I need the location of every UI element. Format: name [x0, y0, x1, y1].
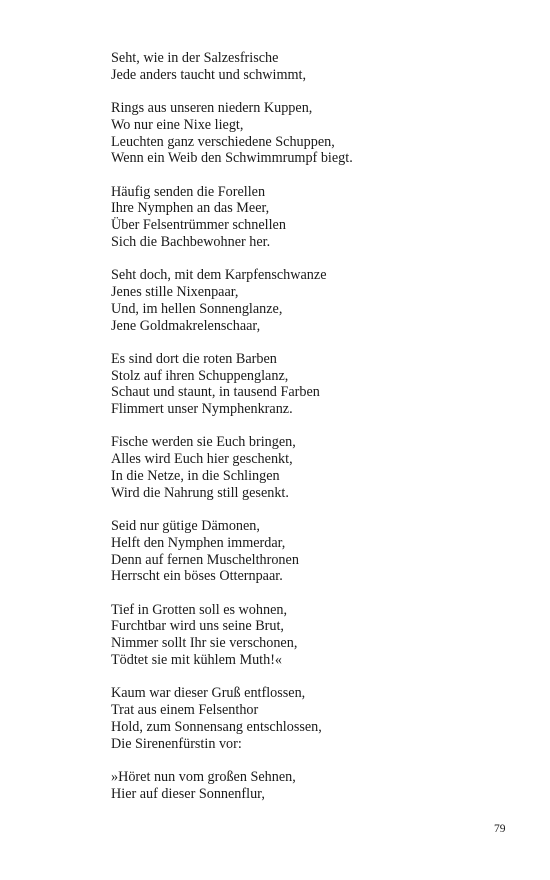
stanza-10	[111, 769, 531, 803]
verse-line: Ihre Nymphen an das Meer,	[111, 200, 270, 217]
page-number: 79	[494, 823, 506, 835]
verse-line: In die Netze, in die Schlingen	[111, 467, 280, 484]
verse-line: Furchtbar wird uns seine Brut,	[111, 618, 284, 635]
verse-line: Denn auf fernen Muschelthronen	[111, 551, 299, 568]
verse-line: Jene Goldmakrelenschaar,	[111, 317, 261, 334]
verse-line: Wird die Nahrung still gesenkt.	[111, 484, 289, 501]
stanza-1	[111, 50, 531, 84]
verse-line: Nimmer sollt Ihr sie verschonen,	[111, 635, 298, 652]
verse-line: Die Sirenenfürstin vor:	[111, 735, 242, 752]
verse-line: Jede anders taucht und schwimmt,	[111, 66, 307, 83]
verse-line: Herrscht ein böses Otternpaar.	[111, 568, 283, 585]
verse-line: Helft den Nymphen immerdar,	[111, 534, 286, 551]
verse-line: Wenn ein Weib den Schwimmrumpf biegt.	[111, 150, 353, 167]
verse-line: Rings aus unseren niedern Kuppen,	[111, 100, 313, 117]
verse-line: Jenes stille Nixenpaar,	[111, 284, 239, 301]
stanza-5	[111, 351, 531, 418]
verse-line: »Höret nun vom großen Sehnen,	[111, 768, 296, 785]
verse-line: Alles wird Euch hier geschenkt,	[111, 451, 293, 468]
verse-line: Stolz auf ihren Schuppenglanz,	[111, 367, 289, 384]
stanza-8	[111, 602, 531, 669]
stanza-2	[111, 100, 531, 167]
verse-line: Sich die Bachbewohner her.	[111, 233, 271, 250]
verse-line: Häufig senden die Forellen	[111, 183, 266, 200]
stanza-6	[111, 434, 531, 501]
stanza-7	[111, 518, 531, 585]
verse-line: Tief in Grotten soll es wohnen,	[111, 601, 288, 618]
verse-line: Hier auf dieser Sonnenflur,	[111, 785, 265, 802]
verse-line: Wo nur eine Nixe liegt,	[111, 116, 244, 133]
verse-line: Trat aus einem Felsenthor	[111, 702, 259, 718]
stanza-9	[111, 685, 531, 752]
verse-line: Über Felsentrümmer schnellen	[111, 217, 286, 234]
verse-line: Flimmert unser Nymphenkranz.	[111, 401, 293, 418]
verse-line: Seht doch, mit dem Karpfenschwanze	[111, 267, 327, 284]
stanza-3	[111, 184, 531, 251]
verse-line: Und, im hellen Sonnenglanze,	[111, 300, 283, 317]
verse-line: Seid nur gütige Dämonen,	[111, 518, 260, 535]
verse-line: Fische werden sie Euch bringen,	[111, 434, 296, 451]
verse-line: Es sind dort die roten Barben	[111, 350, 277, 367]
stanza-4	[111, 267, 531, 334]
verse-line: Schaut und staunt, in tausend Farben	[111, 384, 320, 401]
verse-line: Hold, zum Sonnensang entschlossen,	[111, 718, 322, 735]
verse-line: Seht, wie in der Salzesfrische	[111, 50, 279, 66]
poem-body	[111, 50, 531, 819]
verse-line: Kaum war dieser Gruß entflossen,	[111, 685, 306, 702]
verse-line: Leuchten ganz verschiedene Schuppen,	[111, 133, 335, 150]
verse-line: Tödtet sie mit kühlem Muth!«	[111, 651, 283, 668]
